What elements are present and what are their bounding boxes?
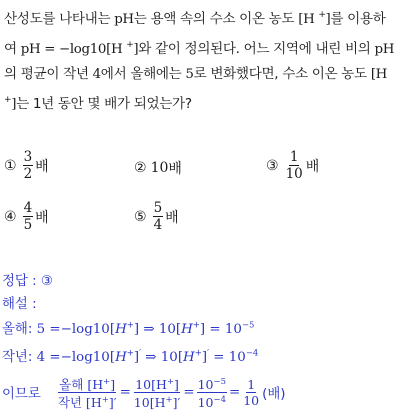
ratio-word-fraction: $\frac{올해 [H^+]}{작년 [H^+]'}$ (57, 377, 117, 411)
choice-2[interactable]: ② 10 배 (134, 160, 182, 177)
answer-line: 정답 : ③ (2, 274, 53, 289)
ratio-symbol-fraction: $\frac{10[H^+]}{10[H^+]'}$ (133, 377, 181, 411)
choice-3[interactable]: ③ $\frac{1}{10}$ 배 (266, 149, 320, 182)
ratio-equation: 이므로 $\frac{올해 [H^+]}{작년 [H^+]'}$ = $\frac{10[H^+]}{10[H^+]'}$ = $\frac{10^{-5}}{10^{-4}}$ = $\frac{1}{10}$ (배) (2, 377, 286, 411)
explanation-label: 해설 : (2, 297, 37, 312)
ratio-result-fraction: $\frac{1}{10}$ (243, 377, 260, 409)
choice-5[interactable]: ⑤ $\frac{5}{4}$ 배 (134, 200, 179, 233)
choice-5-fraction: $\frac{5}{4}$ (153, 200, 163, 233)
choice-4[interactable]: ④ $\frac{4}{5}$ 배 (4, 200, 49, 233)
last-year-equation: 작년: 4 =−log10[H+]′ ⇒ $10[H^+]' = 10^{-4}$ (2, 348, 259, 365)
choice-3-fraction: $\frac{1}{10}$ (285, 149, 303, 182)
question-text: 산성도를 나타내는 pH는 용액 속의 수소 이온 농도 [H +]를 이용하여 pH = −log10[H +]와 같이 정의된다. 어느 지역에 내린 비의 pH의 평균이 작년 4에서 올해에는 5로 변화했다면, 수소 이온 농도 [H +]는 1년 동안 몇 배가 되었는가? (4, 10, 395, 112)
choice-1-fraction: $\frac{3}{2}$ (23, 149, 33, 182)
ratio-power-fraction: $\frac{10^{-5}}{10^{-4}}$ (197, 377, 226, 411)
this-year-equation: 올해: 5 =−log10[H+] ⇒ $10[H^+] = 10^{-5}$ (2, 320, 255, 337)
choice-1[interactable]: ① $\frac{3}{2}$ 배 (4, 149, 49, 182)
choice-4-fraction: $\frac{4}{5}$ (23, 200, 33, 233)
